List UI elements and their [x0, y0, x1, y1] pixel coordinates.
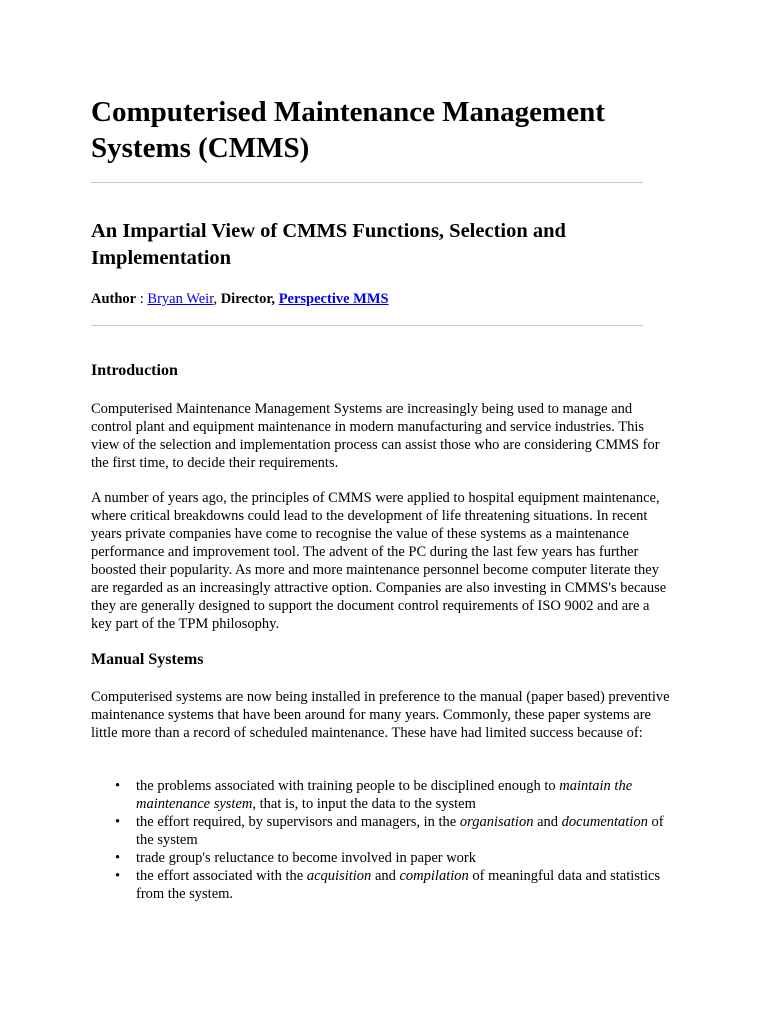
- divider-author: [91, 325, 643, 326]
- list-item: • the effort required, by supervisors and managers, in the organisation and documentation of the system: [115, 814, 664, 848]
- bullet-icon: •: [115, 868, 121, 884]
- divider-top: [91, 182, 643, 183]
- article-subtitle: An Impartial View of CMMS Functions, Selection and Implementation: [91, 220, 566, 269]
- bullet-icon: •: [115, 850, 121, 866]
- author-line: [91, 289, 389, 309]
- manual-paragraph: Computerised systems are now being installed in preference to the manual (paper based) preventive maintenance systems that have been around for many years. Commonly, these paper systems are little more than a record of scheduled maintenance. These have had limited success because of:: [91, 689, 670, 741]
- limitations-list: [91, 777, 681, 903]
- list-item: • the problems associated with training people to be disciplined enough to maintain the maintenance system, that is, to input the data to the system: [115, 778, 633, 812]
- bullet-icon: •: [115, 814, 121, 830]
- bullet-icon: •: [115, 778, 121, 794]
- list-item: • trade group's reluctance to become involved in paper work: [115, 850, 477, 866]
- company-link[interactable]: Perspective MMS: [278, 291, 389, 307]
- author-separator: :: [136, 291, 148, 307]
- list-item: • the effort associated with the acquisition and compilation of meaningful data and statistics from the system.: [115, 868, 661, 902]
- author-name-link[interactable]: Bryan Weir: [147, 291, 214, 307]
- author-role: Director,: [217, 291, 279, 307]
- intro-paragraph-1: Computerised Maintenance Management Systems are increasingly being used to manage and control plant and equipment maintenance in modern manufacturing and service industries. This view of the selection and implementation process can assist those who are considering CMMS for the first time, to decide their requirements.: [91, 401, 660, 471]
- intro-paragraph-2: A number of years ago, the principles of CMMS were applied to hospital equipment maintenance, where critical breakdowns could lead to the development of life threatening situations. In recent years private companies have come to recognise the value of these systems as a maintenance performance and improvement tool. The advent of the PC during the last few years has further boosted their popularity. As more and more maintenance personnel become computer literate they are regarded as an increasingly attractive option. Companies are also investing in CMMS's because they are generally designed to support the document control requirements of ISO 9002 and are a key part of the TPM philosophy.: [91, 490, 667, 632]
- section-heading-manual-systems: Manual Systems: [91, 651, 204, 668]
- author-label: Author: [91, 291, 137, 307]
- author-comma: ,: [213, 291, 218, 307]
- section-heading-introduction: Introduction: [91, 362, 178, 379]
- page-title: Computerised Maintenance Management Systems (CMMS): [91, 96, 605, 164]
